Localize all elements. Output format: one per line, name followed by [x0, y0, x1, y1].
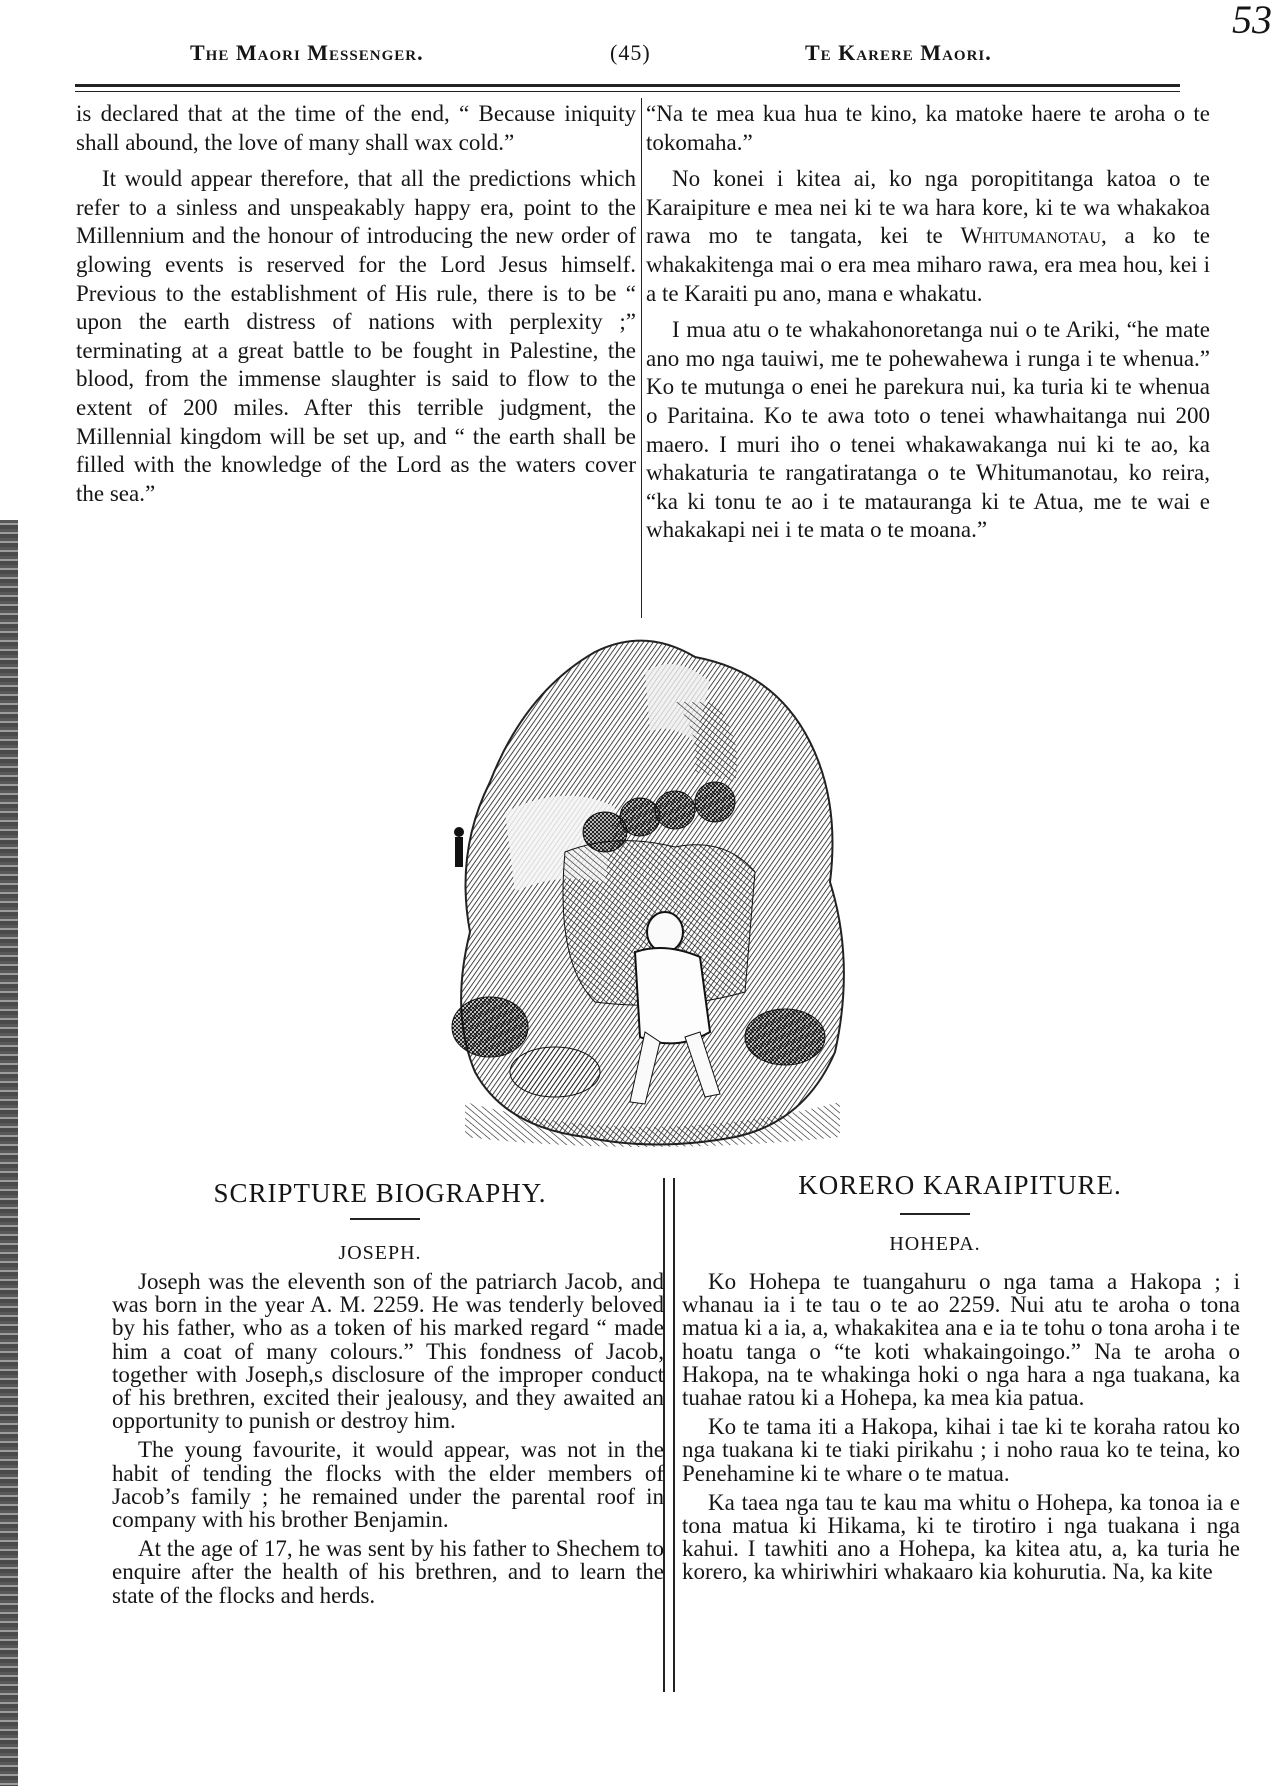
column-divider-double [673, 1178, 675, 1692]
maori-heading-rule [900, 1213, 970, 1215]
maori-paragraph: I mua atu o te whakahonoretanga nui o te Ariki, “he mate ano mo nga tauiwi, me te pohewahewa i runga i te whenua.” Ko te mutunga o enei he parekura nui, ka turia ki te whenua o Paritaina. Ko te awa toto o tenei whawhaitanga nui 200 maero. I muri iho o tenei whakawakanga nui ki te ao, ka whakaturia te rangatiratanga o te Whitumanotau, ko reira, “ka ki tonu te ao i te matauranga ki te Atua, me te wai e whakakapi nei i te mata o te moana.” [646, 317, 1210, 543]
english-section-heading: SCRIPTURE BIOGRAPHY. [213, 1178, 547, 1208]
english-paragraph: is declared that at the time of the end, “ Because iniquity shall abound, the love of many shall wax cold.” [76, 101, 636, 155]
english-paragraph: At the age of 17, he was sent by his father to Shechem to enquire after the health of his brethren, and to learn the state of the flocks and herds. [112, 1536, 664, 1608]
header-page-number: (45) [610, 40, 651, 65]
header-rule-thin [75, 91, 1180, 92]
maori-paragraph: No konei i kitea ai, ko nga poropititanga katoa o te Karaipiture e mea nei ki te wa hara kore, ki te wa whakakoa rawa mo te tangata, kei te Whitumanotau, a ko te whakakitenga mai o era mea miharo rawa, era mea hou, kei i a te Karaiti pu ano, mana e whakatu. [646, 166, 1211, 306]
maori-paragraph: Ko te tama iti a Hakopa, kihai i tae ki te koraha ratou ko nga tuakana ki te tiaki pirikahu ; i noho raua ko te teina, ko Penehamine ki te whare o te matua. [682, 1414, 1240, 1486]
header-rule-thick [75, 84, 1180, 87]
header-english-title: The Maori Messenger. [190, 40, 424, 65]
english-biography-column [112, 1270, 664, 1607]
header-maori-title: Te Karere Maori. [805, 40, 992, 65]
maori-paragraph: “Na te mea kua hua te kino, ka matoke haere te aroha o te tokomaha.” [646, 101, 1210, 155]
column-divider [641, 98, 642, 618]
scanned-page-edge [0, 520, 18, 1786]
english-paragraph: It would appear therefore, that all the predictions which refer to a sinless and unspeakably happy era, point to the Millennium and the honour of introducing the new order of glowing events is reserved for the Lord Jesus himself. Previous to the establishment of His rule, there is to be “ upon the earth distress of nations with perplexity ;” terminating at a great battle to be fought in Palestine, the blood, from the immense slaughter is said to flow to the extent of 200 miles. After this terrible judgment, the Millennial kingdom will be set up, and “ the earth shall be filled with the knowledge of the Lord as the waters cover the sea.” [76, 166, 636, 506]
maori-biography-column [682, 1270, 1240, 1584]
engraving-illustration [445, 632, 865, 1152]
maori-section-heading: KORERO KARAIPITURE. [798, 1170, 1122, 1200]
english-paragraph: The young favourite, it would appear, was not in the habit of tending the flocks with the elder members of Jacob’s family ; he remained under the parental roof in company with his brother Benjamin. [112, 1437, 664, 1533]
maori-subheading: HOHEPA. [889, 1233, 981, 1255]
english-paragraph: Joseph was the eleventh son of the patriarch Jacob, and was born in the year A. M. 2259. He was tenderly beloved by his father, who as a token of his marked regard “ made him a coat of many colours.” This fondness of Jacob, together with Joseph,s disclosure of the improper conduct of his brethren, excited their jealousy, and they awaited an opportunity to punish or destroy him. [112, 1269, 664, 1434]
maori-paragraph: Ko Hohepa te tuangahuru o nga tama a Hakopa ; i whanau ia i te tau o te ao 2259. Nui atu te aroha o tona matua ki a ia, a, whakakitea ana e ia te tohu o tona aroha i te hoatu tanga o “te koti whakaingoingo.” Na te aroha o Hakopa, na te whakinga hoki o nga hara a nga tuakana, ka tuahae ratou ki a Hohepa, ka mea kia patua. [682, 1269, 1240, 1411]
english-subheading: JOSEPH. [338, 1242, 422, 1264]
maori-paragraph: Ka taea nga tau te kau ma whitu o Hohepa, ka tonoa ia e tona matua ki Hikama, ki te tirotiro i nga tuakana i nga kahui. I tawhiti ano a Hohepa, ka kitea atu, a, ka turia he korero, ka whiriwhiri whakaaro kia kohurutia. Na, ka kite [682, 1489, 1240, 1585]
corner-page-mark: 53 [1232, 0, 1272, 42]
running-header [160, 40, 1080, 76]
english-heading-rule [350, 1218, 420, 1220]
small-caps-term: Whitumanotau [960, 223, 1101, 249]
top-maori-column [646, 100, 1210, 545]
top-english-column [76, 100, 636, 508]
joseph-and-brothers-engraving [445, 632, 865, 1152]
